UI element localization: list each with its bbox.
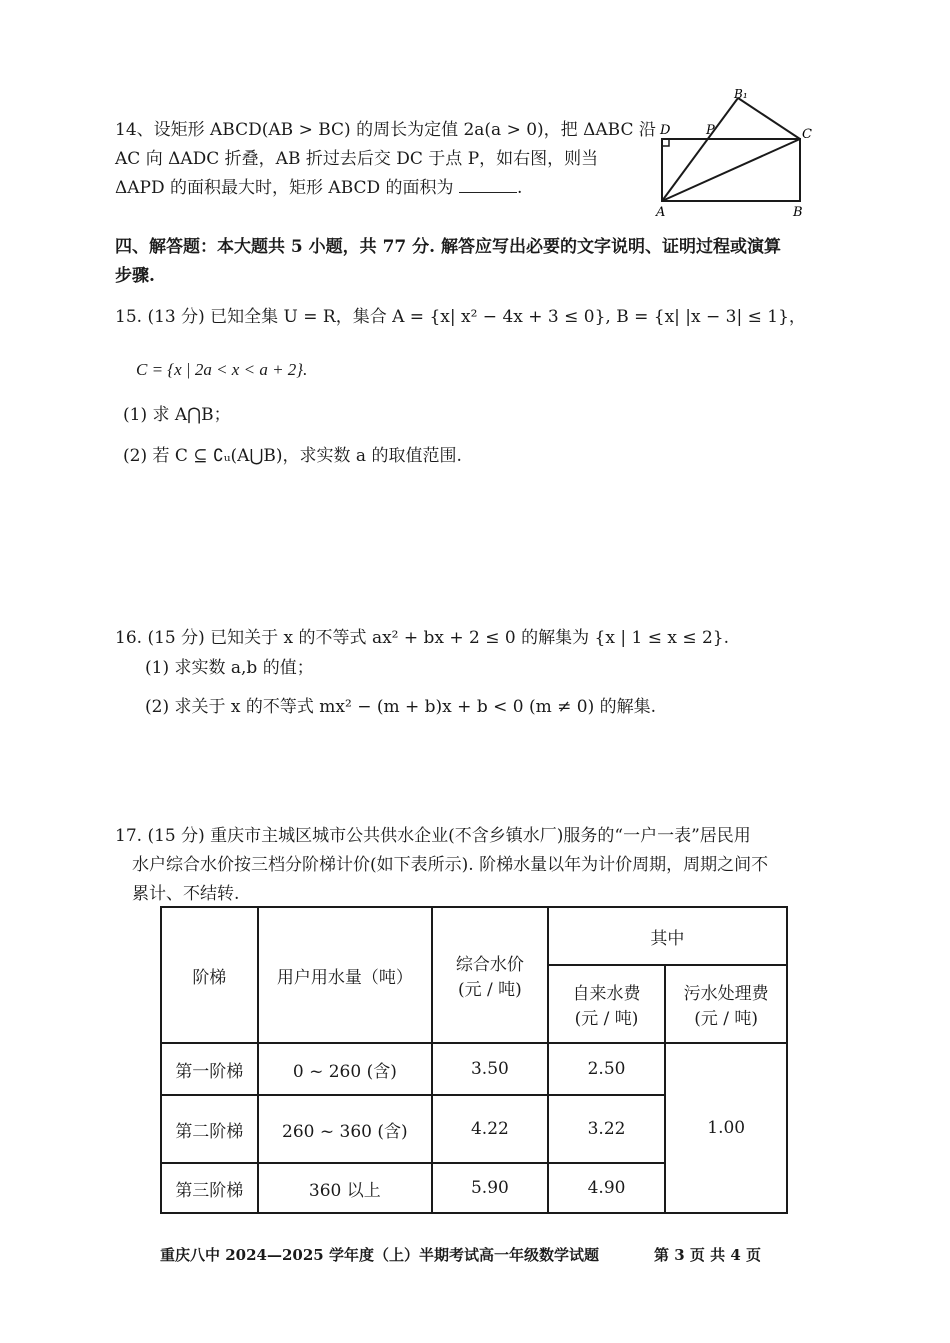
q17-line3: 累计、不结转.	[132, 884, 240, 904]
q14-line3-text: ΔAPD 的面积最大时，矩形 ABCD 的面积为	[115, 178, 454, 198]
sewage-cell: 1.00	[665, 1043, 787, 1213]
header-tap-label: 自来水费	[572, 984, 641, 1004]
page-number: 第 3 页 共 4 页	[654, 1246, 761, 1264]
water-price-table	[160, 906, 788, 1214]
q14-line2: AC 向 ΔADC 折叠，AB 折过去后交 DC 于点 P，如右图，则当	[115, 149, 599, 169]
price-cell: 3.50	[432, 1043, 548, 1095]
q16-line1: 16. (15 分) 已知关于 x 的不等式 ax² + bx + 2 ≤ 0 的解集为 {x | 1 ≤ x ≤ 2}.	[115, 628, 730, 648]
q17-line2: 水户综合水价按三档分阶梯计价(如下表所示). 阶梯水量以年为计价周期，周期之间不	[132, 855, 769, 875]
usage-cell: 0 ~ 260 (含)	[258, 1043, 432, 1095]
tap-cell: 2.50	[548, 1043, 666, 1095]
q17-line1: 17. (15 分) 重庆市主城区城市公共供水企业(不含乡镇水厂)服务的“一户一表”居民用	[115, 826, 751, 846]
price-cell: 4.22	[432, 1095, 548, 1163]
answer-blank	[459, 174, 517, 193]
q14-line3	[115, 174, 522, 202]
usage-cell: 360 以上	[258, 1163, 432, 1213]
segment-ab1	[662, 98, 738, 201]
header-price-label: 综合水价	[455, 955, 524, 975]
q15-line1: 15. (13 分) 已知全集 U = R，集合 A = {x| x² − 4x + 3 ≤ 0}, B = {x| |x − 3| ≤ 1}，	[115, 307, 806, 327]
header-tier: 阶梯	[161, 907, 258, 1043]
segment-b1c	[738, 98, 800, 139]
table-header-row	[161, 907, 787, 965]
q16-part1: (1) 求实数 a,b 的值；	[145, 658, 314, 678]
tier-cell: 第一阶梯	[161, 1043, 258, 1095]
table-row	[161, 1043, 787, 1095]
q15-part1: (1) 求 A⋂B；	[123, 405, 231, 425]
header-sewage	[665, 965, 787, 1043]
header-price	[432, 907, 548, 1043]
tier-cell: 第三阶梯	[161, 1163, 258, 1213]
header-tap-unit: (元 / 吨)	[574, 1009, 639, 1029]
header-tap	[548, 965, 666, 1043]
header-sewage-label: 污水处理费	[683, 984, 769, 1004]
tap-cell: 3.22	[548, 1095, 666, 1163]
label-b1: B₁	[734, 87, 748, 101]
price-cell: 5.90	[432, 1163, 548, 1213]
header-usage: 用户用水量（吨）	[258, 907, 432, 1043]
tap-cell: 4.90	[548, 1163, 666, 1213]
rectangle-fold-figure	[650, 86, 820, 221]
q16-part2: (2) 求关于 x 的不等式 mx² − (m + b)x + b < 0 (m ≠ 0) 的解集.	[145, 697, 657, 717]
right-angle-mark	[662, 139, 669, 146]
label-d: D	[660, 123, 671, 138]
q14-line3-end: .	[516, 178, 523, 198]
header-sewage-unit: (元 / 吨)	[694, 1009, 759, 1029]
usage-cell: 260 ~ 360 (含)	[258, 1095, 432, 1163]
footer-title: 重庆八中 2024—2025 学年度（上）半期考试高一年级数学试题	[160, 1246, 599, 1264]
header-price-unit: (元 / 吨)	[457, 980, 522, 1000]
label-p: P	[706, 123, 715, 138]
label-b: B	[793, 205, 803, 220]
section4-line1: 四、解答题：本大题共 5 小题，共 77 分. 解答应写出必要的文字说明、证明过程或演算	[115, 237, 781, 257]
q15-part2: (2) 若 C ⊆ ∁ᵤ(A⋃B)，求实数 a 的取值范围.	[123, 446, 462, 466]
q14-line1: 14、设矩形 ABCD(AB > BC) 的周长为定值 2a(a > 0)，把 ΔABC 沿	[115, 120, 656, 140]
tier-cell: 第二阶梯	[161, 1095, 258, 1163]
diagonal-ac	[662, 139, 800, 201]
label-c: C	[802, 127, 812, 142]
q15-line2: C = {x | 2a < x < a + 2}.	[136, 360, 308, 379]
label-a: A	[656, 205, 666, 220]
header-among: 其中	[548, 907, 787, 965]
section4-line2: 步骤.	[115, 266, 155, 286]
